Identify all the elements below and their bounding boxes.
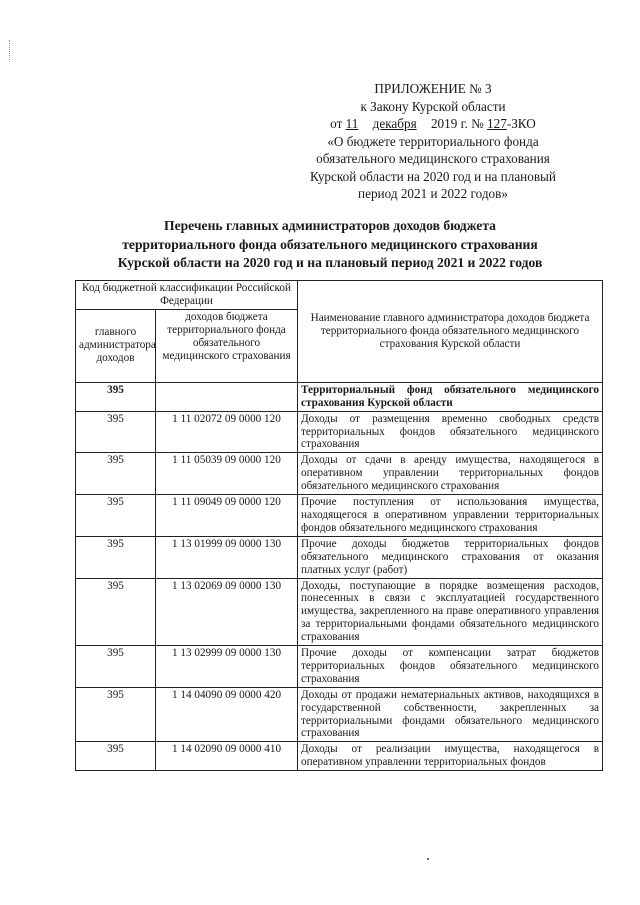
law-number: 127 bbox=[487, 116, 507, 131]
appendix-law-title-1: «О бюджете территориального фонда bbox=[327, 133, 539, 149]
admin-code-cell: 395 bbox=[76, 411, 156, 453]
table-row bbox=[76, 411, 603, 453]
appendix-law-title-4: период 2021 и 2022 годов» bbox=[358, 186, 508, 201]
appendix-block bbox=[268, 80, 598, 203]
admin-code-cell: 395 bbox=[76, 742, 156, 771]
heading-line-2: территориального фонда обязательного медицинского страхования bbox=[122, 236, 538, 252]
income-code-cell: 1 11 05039 09 0000 120 bbox=[156, 453, 298, 495]
income-name-cell: Доходы от реализации имущества, находящегося в оперативном управлении территориальных фондов bbox=[298, 742, 603, 771]
table-row bbox=[76, 536, 603, 578]
date-day: 11 bbox=[345, 116, 359, 131]
admin-code-cell: 395 bbox=[76, 578, 156, 646]
income-name-cell: Прочие поступления от использования имущества, находящегося в оперативном управлении территориальных фондов обязательного медицинского страхования bbox=[298, 495, 603, 537]
table-row bbox=[76, 495, 603, 537]
income-name-cell: Доходы от сдачи в аренду имущества, находящегося в оперативном управлении территориальных фондов обязательного медицинского страхования bbox=[298, 453, 603, 495]
income-code-cell: 1 13 01999 09 0000 130 bbox=[156, 536, 298, 578]
header-group-cell: Код бюджетной классификации Российской Федерации bbox=[76, 281, 298, 310]
appendix-title: ПРИЛОЖЕНИЕ № 3 bbox=[374, 81, 492, 96]
appendix-law-title-2: обязательного медицинского страхования bbox=[316, 151, 550, 166]
law-suffix: -ЗКО bbox=[506, 116, 536, 131]
date-month: декабря bbox=[372, 116, 417, 131]
margin-mark bbox=[9, 40, 11, 62]
income-name-cell: Доходы от размещения временно свободных средств территориальных фондов обязательного медицинского страхования bbox=[298, 411, 603, 453]
table-row bbox=[76, 646, 603, 688]
income-name-cell: Прочие доходы бюджетов территориальных фондов обязательного медицинского страхования от оказания платных услуг (работ) bbox=[298, 536, 603, 578]
income-name-cell: Доходы от продажи нематериальных активов, находящихся в государственной собственности, закрепленных за территориальными фондами обязательного медицинского страхования bbox=[298, 687, 603, 742]
income-code-cell: 1 14 02090 09 0000 410 bbox=[156, 742, 298, 771]
table-row bbox=[76, 742, 603, 771]
administrators-table bbox=[75, 280, 603, 771]
table-row bbox=[76, 687, 603, 742]
stray-dot bbox=[427, 858, 429, 860]
income-name-cell: Территориальный фонд обязательного медицинского страхования Курской области bbox=[298, 382, 603, 411]
admin-code-cell: 395 bbox=[76, 646, 156, 688]
income-code-cell: 1 13 02999 09 0000 130 bbox=[156, 646, 298, 688]
income-code-cell: 1 11 09049 09 0000 120 bbox=[156, 495, 298, 537]
income-code-cell: 1 14 04090 09 0000 420 bbox=[156, 687, 298, 742]
table-row bbox=[76, 578, 603, 646]
income-code-cell: 1 13 02069 09 0000 130 bbox=[156, 578, 298, 646]
appendix-law-ref: к Закону Курской области bbox=[360, 98, 506, 114]
admin-code-cell: 395 bbox=[76, 495, 156, 537]
appendix-law-title-3: Курской области на 2020 год и на плановый bbox=[310, 168, 556, 184]
heading-line-1: Перечень главных администраторов доходов бюджета bbox=[164, 218, 496, 233]
admin-code-cell: 395 bbox=[76, 536, 156, 578]
income-code-cell bbox=[156, 382, 298, 411]
appendix-date-line bbox=[268, 115, 598, 133]
header-code-cell: доходов бюджета территориального фонда обязательного медицинского страхования bbox=[156, 309, 298, 382]
admin-code-cell: 395 bbox=[76, 453, 156, 495]
table-row bbox=[76, 453, 603, 495]
heading-line-3: Курской области на 2020 год и на плановый период 2021 и 2022 годов bbox=[117, 255, 543, 270]
table-body bbox=[76, 281, 603, 771]
document-heading bbox=[60, 217, 600, 273]
date-year: 2019 г. № bbox=[430, 116, 484, 131]
admin-code-cell: 395 bbox=[76, 382, 156, 411]
admin-code-cell: 395 bbox=[76, 687, 156, 742]
table-row bbox=[76, 382, 603, 411]
income-name-cell: Доходы, поступающие в порядке возмещения расходов, понесенных в связи с эксплуатацией государственного имущества, закрепленного на праве оперативного управления за территориальными фондами обязательного медицинского страхования bbox=[298, 578, 603, 646]
header-name-cell: Наименование главного администратора доходов бюджета территориального фонда обязательного медицинского страхования Курской области bbox=[298, 281, 603, 383]
header-admin-cell: главного администратора доходов bbox=[76, 309, 156, 382]
header-row-group bbox=[76, 281, 603, 310]
income-code-cell: 1 11 02072 09 0000 120 bbox=[156, 411, 298, 453]
income-name-cell: Прочие доходы от компенсации затрат бюджетов территориальных фондов обязательного медицинского страхования bbox=[298, 646, 603, 688]
date-prefix: от bbox=[330, 116, 343, 131]
